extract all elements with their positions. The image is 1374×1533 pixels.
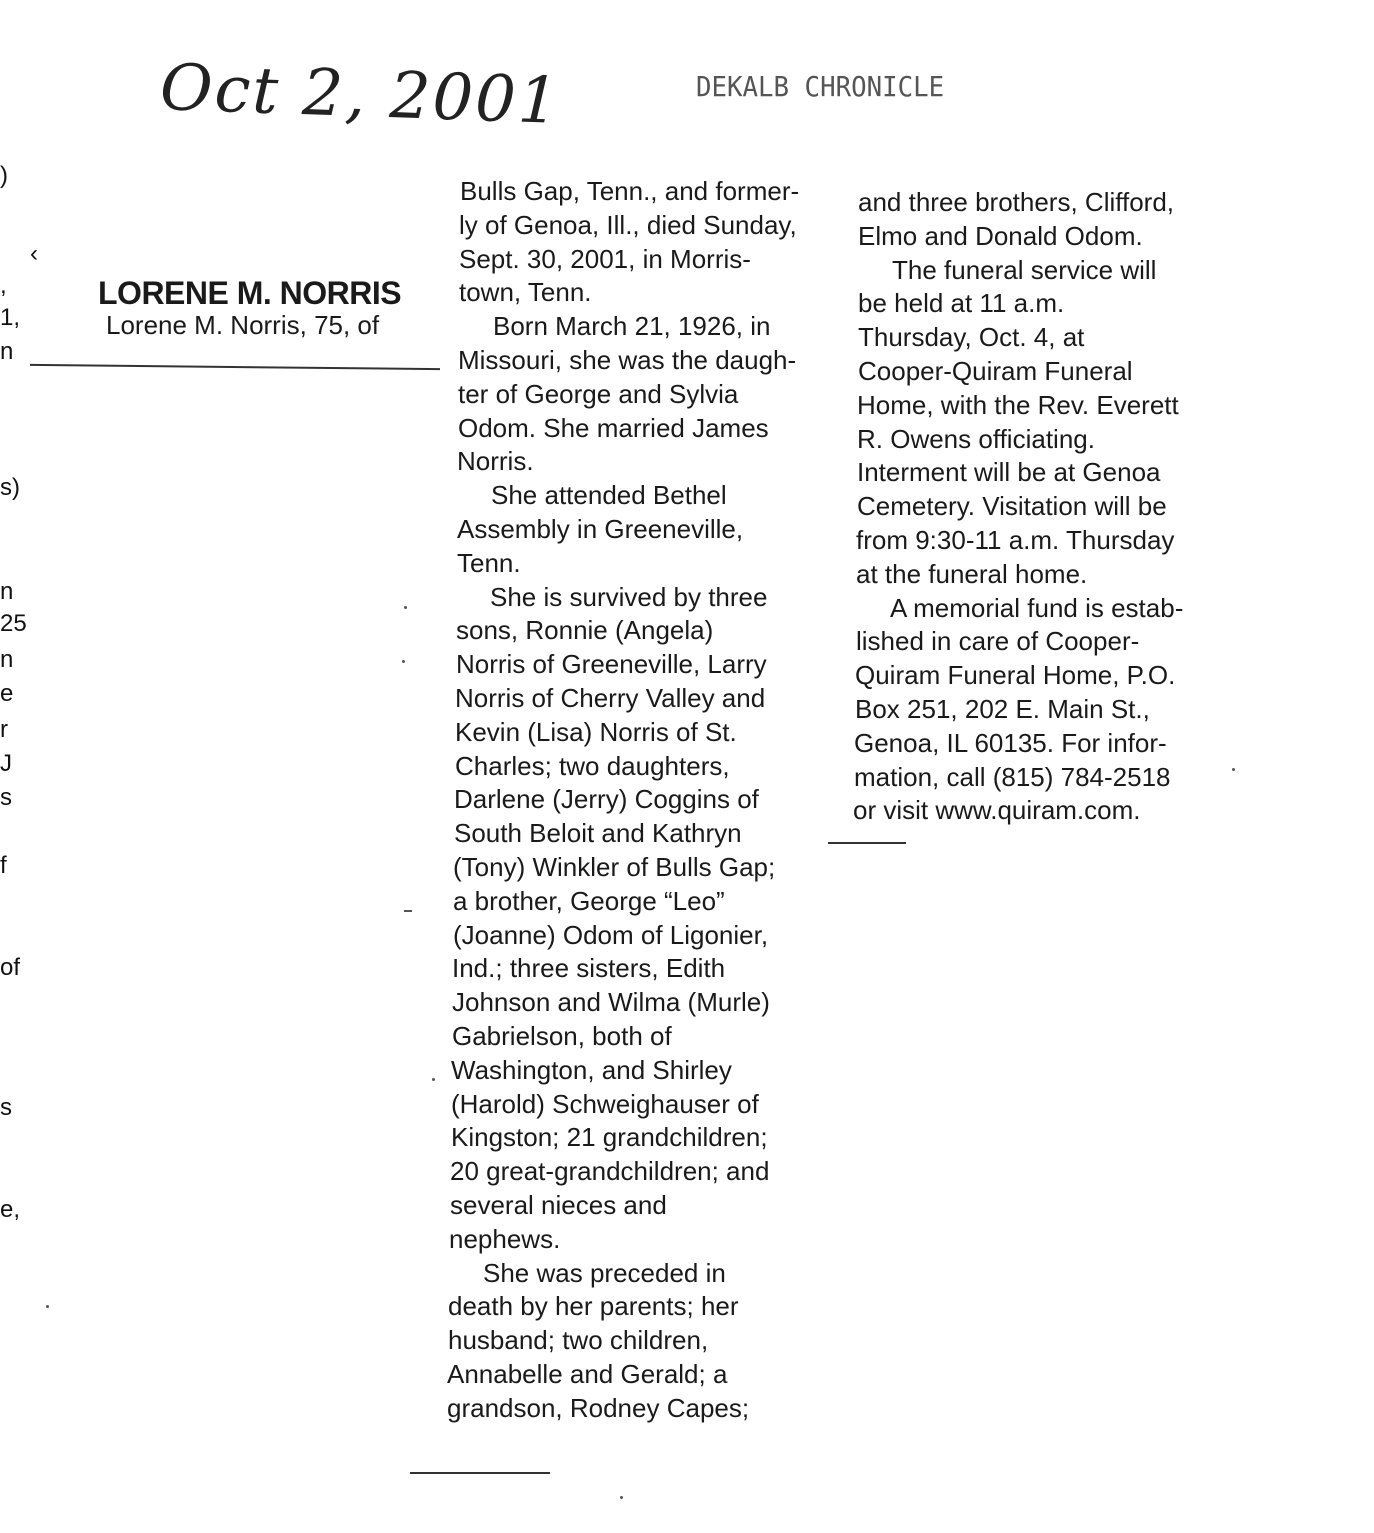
- margin-fragment: ): [0, 162, 8, 189]
- article-line: Sept. 30, 2001, in Morris-: [459, 243, 751, 274]
- article-line: Norris of Cherry Valley and: [455, 682, 766, 713]
- column-end-rule: [410, 1472, 550, 1474]
- article-line: town, Tenn.: [459, 277, 592, 308]
- margin-fragment: s): [0, 474, 20, 501]
- article-line: She is survived by three: [490, 581, 768, 612]
- article-line: ly of Genoa, Ill., died Sunday,: [459, 209, 797, 240]
- margin-fragment: 1,: [0, 304, 21, 331]
- article-line: Born March 21, 1926, in: [493, 311, 771, 342]
- article-line: lished in care of Cooper-: [856, 626, 1140, 657]
- article-line: She was preceded in: [483, 1257, 726, 1288]
- newspaper-stamp: DEKALB CHRONICLE: [696, 70, 945, 103]
- article-line: Interment will be at Genoa: [857, 457, 1161, 488]
- margin-fragment: e,: [0, 1196, 21, 1223]
- article-line: Charles; two daughters,: [455, 750, 730, 781]
- article-line: at the funeral home.: [856, 558, 1088, 589]
- article-line: (Harold) Schweighauser of: [451, 1088, 759, 1119]
- article-line: Tenn.: [457, 547, 521, 578]
- article-line: sons, Ronnie (Angela): [456, 615, 714, 646]
- headline-rule: [30, 364, 440, 370]
- article-line: be held at 11 a.m.: [858, 288, 1065, 319]
- article-line: a brother, George “Leo”: [453, 885, 725, 916]
- article-line: Kevin (Lisa) Norris of St.: [455, 716, 737, 747]
- article-line: South Beloit and Kathryn: [454, 818, 742, 849]
- article-line: (Tony) Winkler of Bulls Gap;: [453, 851, 776, 882]
- scan-speck: [432, 1078, 435, 1081]
- margin-fragment: n: [0, 338, 14, 365]
- article-line: Assembly in Greeneville,: [457, 513, 744, 544]
- article-line: several nieces and: [450, 1189, 667, 1220]
- article-line: or visit www.quiram.com.: [853, 795, 1141, 826]
- margin-fragment: of: [0, 954, 21, 981]
- scan-speck: [46, 1305, 49, 1308]
- article-line: Darlene (Jerry) Coggins of: [454, 784, 759, 815]
- obituary-headline: LORENE M. NORRIS: [98, 275, 402, 311]
- margin-fragment: J: [0, 750, 12, 777]
- article-line: She attended Bethel: [491, 480, 727, 511]
- scan-speck: [620, 1496, 623, 1499]
- scan-speck: [404, 910, 412, 912]
- margin-fragment: ‹: [30, 240, 38, 267]
- margin-fragment: n: [0, 578, 14, 605]
- scan-speck: [402, 660, 405, 663]
- article-line: Norris of Greeneville, Larry: [456, 649, 767, 680]
- article-line: Johnson and Wilma (Murle): [452, 987, 770, 1018]
- obituary-lede: Lorene M. Norris, 75, of: [106, 310, 380, 340]
- article-line: Home, with the Rev. Everett: [857, 389, 1179, 420]
- scan-speck: [1232, 768, 1235, 771]
- margin-fragment: n: [0, 646, 14, 673]
- article-line: Elmo and Donald Odom.: [858, 220, 1143, 251]
- article-line: Norris.: [457, 446, 534, 477]
- article-line: Kingston; 21 grandchildren;: [451, 1122, 768, 1153]
- article-line: Genoa, IL 60135. For infor-: [854, 727, 1167, 758]
- article-line: husband; two children,: [448, 1325, 709, 1356]
- margin-fragment: f: [0, 852, 7, 879]
- article-line: 20 great-grandchildren; and: [450, 1156, 770, 1187]
- article-end-rule: [828, 842, 906, 844]
- article-column-right: [853, 186, 1184, 828]
- article-column-middle: [447, 175, 800, 1425]
- article-line: Cemetery. Visitation will be: [857, 491, 1167, 522]
- margin-fragment: e: [0, 680, 14, 707]
- article-line: Quiram Funeral Home, P.O.: [855, 660, 1176, 691]
- article-line: Gabrielson, both of: [452, 1020, 672, 1051]
- article-line: grandson, Rodney Capes;: [447, 1392, 750, 1423]
- article-line: Thursday, Oct. 4, at: [858, 322, 1085, 353]
- margin-fragment: r: [0, 716, 8, 743]
- article-line: nephews.: [449, 1223, 561, 1254]
- article-line: (Joanne) Odom of Ligonier,: [453, 919, 769, 950]
- article-line: A memorial fund is estab-: [890, 592, 1184, 623]
- margin-fragment: ,: [0, 272, 7, 299]
- article-line: Washington, and Shirley: [451, 1054, 732, 1085]
- article-line: Missouri, she was the daugh-: [458, 344, 797, 375]
- margin-fragment: s: [0, 1094, 12, 1121]
- article-line: and three brothers, Clifford,: [858, 187, 1175, 217]
- article-line: from 9:30-11 a.m. Thursday: [856, 524, 1175, 555]
- article-line: Bulls Gap, Tenn., and former-: [460, 176, 800, 206]
- handwritten-date: Oct 2, 2001: [158, 51, 562, 139]
- article-line: ter of George and Sylvia: [458, 378, 739, 409]
- article-line: Box 251, 202 E. Main St.,: [855, 693, 1150, 724]
- article-line: The funeral service will: [892, 254, 1157, 285]
- article-line: Odom. She married James: [458, 412, 769, 443]
- scan-speck: [404, 606, 407, 609]
- article-line: Annabelle and Gerald; a: [447, 1358, 728, 1389]
- article-line: death by her parents; her: [448, 1291, 739, 1322]
- margin-fragment: s: [0, 784, 12, 811]
- article-line: Cooper-Quiram Funeral: [858, 355, 1133, 386]
- article-line: R. Owens officiating.: [857, 423, 1095, 454]
- article-line: Ind.; three sisters, Edith: [452, 953, 726, 984]
- article-line: mation, call (815) 784-2518: [854, 761, 1171, 792]
- margin-fragment: 25: [0, 610, 27, 637]
